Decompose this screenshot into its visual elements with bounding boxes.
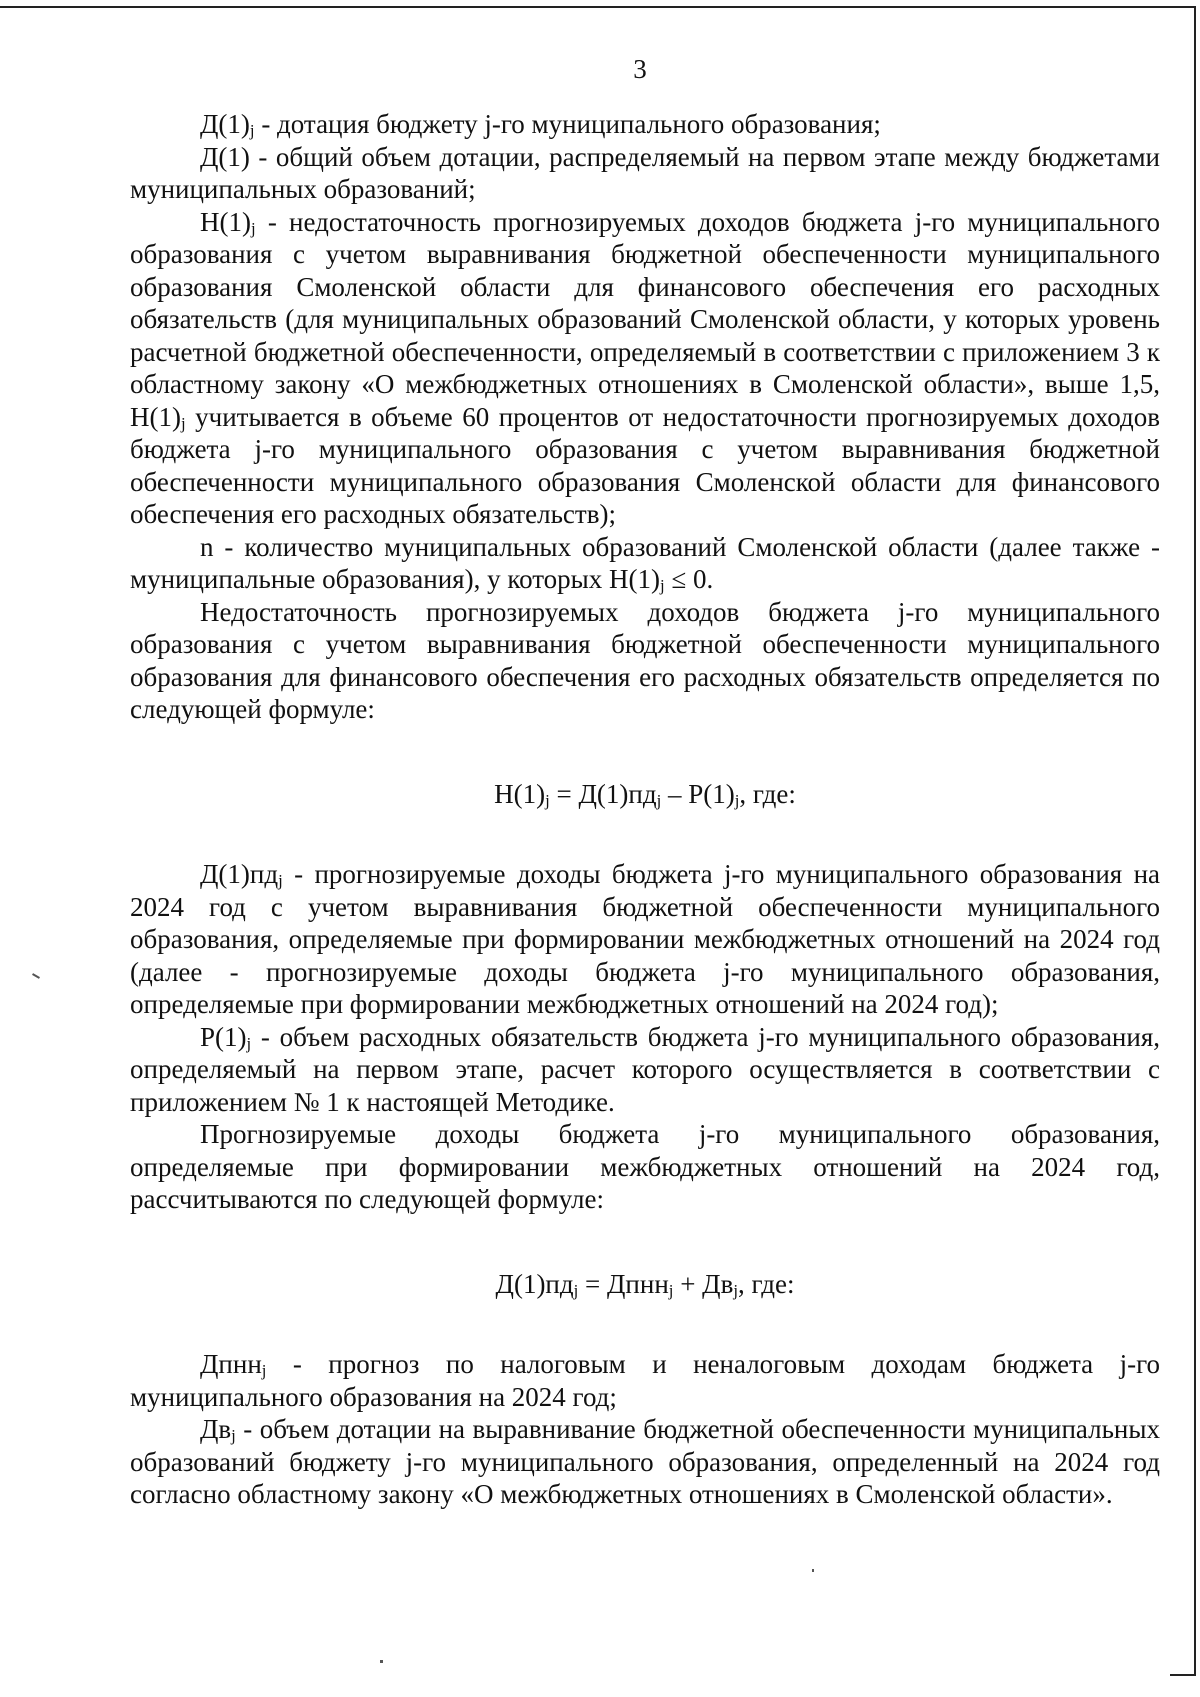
text-run: , где: [738, 1268, 795, 1299]
paragraph [130, 1021, 1160, 1119]
text-run: ≤ 0. [664, 564, 714, 594]
text-run: Д(1) [200, 109, 250, 139]
subscript-index: j [660, 576, 665, 595]
subscript-index: j [261, 1361, 267, 1380]
scan-mark [812, 1569, 814, 1572]
text-run: = Дпнн [578, 1268, 669, 1299]
subscript-index: j [734, 790, 740, 810]
text-run: - прогнозируемые доходы бюджета j-го муниципального образования на 2024 год с учетом выравнивания бюджетной обеспеченности муниципального образования, определяемые при формировании межбюджетных отношений на 2024 год (далее - прогнозируемые доходы бюджета j-го муниципального образования, определяемые при формировании межбюджетных отношений на 2024 год); [130, 859, 1160, 1019]
text-run: = Д(1)пд [549, 778, 657, 809]
text-run: Н(1) [494, 778, 546, 809]
subscript-index: j [573, 1280, 579, 1300]
subscript-index: j [278, 871, 283, 890]
text-run: n - количество муниципальных образований Смоленской области (далее также - муниципальные образования), у которых Н(1) [130, 531, 1160, 594]
paragraph [130, 1118, 1160, 1216]
text-run: Дпнн [200, 1349, 262, 1379]
text-run: Р(1) [200, 1021, 247, 1052]
text-run: Д(1)пд [495, 1268, 574, 1299]
paragraph [130, 596, 1160, 726]
page-border-right [1194, 6, 1196, 1676]
text-run: учитывается в объеме 60 процентов от недостаточности прогнозируемых доходов бюджета j-го муниципального образования с учетом выравнивания бюджетной обеспеченности муниципального образования Смоленской области для финансового обеспечения его расходных обязательств); [130, 401, 1160, 529]
text-run: - прогноз по налоговым и неналоговым доходам бюджета j-го муниципального образования на 2024 год; [130, 1349, 1160, 1412]
page-number: 3 [633, 54, 647, 84]
subscript-index: j [246, 1033, 252, 1053]
subscript-index: j [250, 218, 256, 238]
paragraph [130, 108, 1160, 141]
paragraph [130, 1348, 1160, 1413]
scan-mark [380, 1660, 383, 1663]
text-run: Д(1) - общий объем дотации, распределяемый на первом этапе между бюджетами муниципальных образований; [130, 141, 1160, 204]
subscript-index: j [656, 790, 662, 810]
text-run: - объем расходных обязательств бюджета j-го муниципального образования, определяемый на первом этапе, расчет которого осуществляется в соответствии с приложением № 1 к настоящей Методике. [130, 1021, 1160, 1117]
subscript-index: j [231, 1426, 236, 1445]
page-border-corner [1170, 1674, 1196, 1676]
paragraph [130, 531, 1160, 596]
subscript-index: j [249, 121, 255, 140]
text-run: - недостаточность прогнозируемых доходов бюджета j-го муниципального образования с учетом выравнивания бюджетной обеспеченности муниципального образования Смоленской области для финансового обеспечения его расходных обязательств (для муниципальных образований Смоленской области, у которых уровень расчетной бюджетной обеспеченности, определяемый в соответствии с приложением 3 к областному закону «О межбюджетных отношениях в Смоленской области», выше 1,5, Н(1) [130, 206, 1160, 432]
subscript-index: j [545, 790, 550, 810]
text-run: Прогнозируемые доходы бюджета j-го муниципального образования, определяемые при формировании межбюджетных отношений на 2024 год, рассчитываются по следующей формуле: [130, 1119, 1160, 1214]
paragraph [130, 858, 1160, 1021]
subscript-index: j [180, 413, 186, 433]
text-run: + Дв [673, 1268, 734, 1299]
scan-mark [32, 973, 40, 979]
text-run: Д(1)пд [200, 859, 279, 889]
text-run: - дотация бюджету j-го муниципального образования; [254, 109, 881, 139]
text-run: Н(1) [200, 206, 251, 237]
text-run: - объем дотации на выравнивание бюджетной обеспеченности муниципальных образований бюджету j-го муниципального образования, определенный на 2024 год согласно областному закону «О межбюджетных отношениях в Смоленской области». [130, 1414, 1160, 1509]
text-run: Дв [200, 1414, 232, 1444]
text-run: , где: [739, 778, 796, 809]
page-border-top [0, 6, 1196, 8]
document-body [130, 108, 1160, 1511]
text-run: Недостаточность прогнозируемых доходов бюджета j-го муниципального образования с учетом выравнивания бюджетной обеспеченности муниципального образования для финансового обеспечения его расходных обязательств определяется по следующей формуле: [130, 596, 1160, 724]
paragraph [130, 141, 1160, 206]
formula [130, 778, 1160, 811]
subscript-index: j [733, 1280, 738, 1300]
paragraph [130, 1413, 1160, 1511]
subscript-index: j [668, 1280, 674, 1300]
paragraph [130, 206, 1160, 531]
formula [130, 1268, 1160, 1301]
text-run: – Р(1) [661, 778, 735, 809]
